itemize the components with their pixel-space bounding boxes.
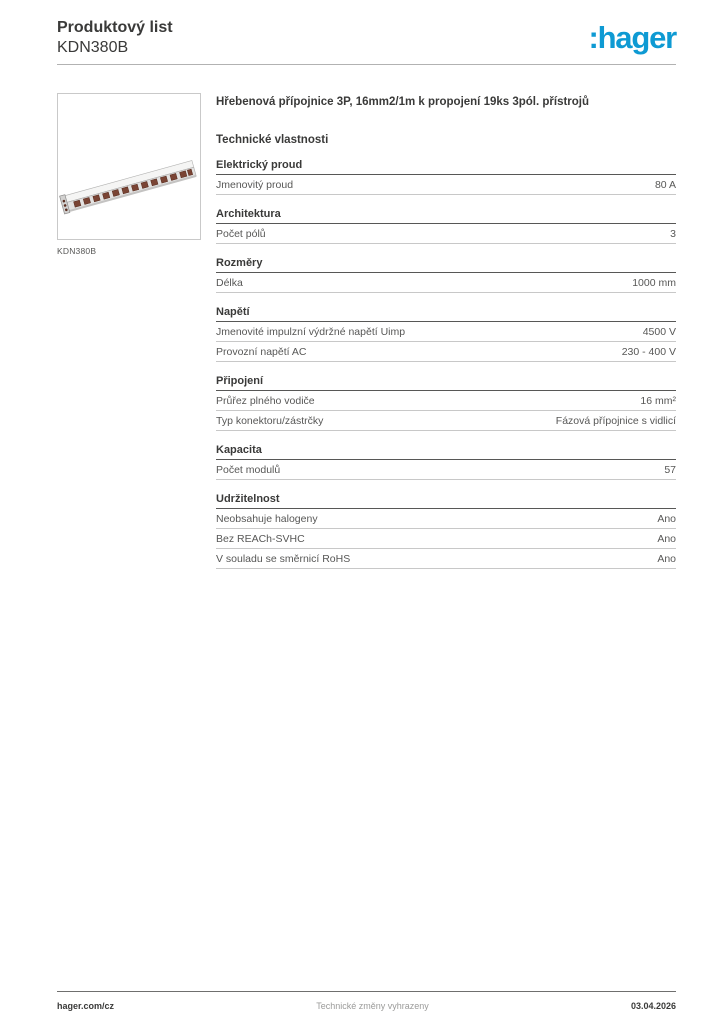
footer-website-link[interactable]: hager.com/cz <box>57 1001 115 1011</box>
product-image-caption: KDN380B <box>57 246 97 257</box>
spec-label: Počet modulů <box>216 463 281 476</box>
spec-row <box>216 273 676 293</box>
spec-section-title: Připojení <box>216 375 676 391</box>
spec-row <box>216 529 676 549</box>
spec-label: Průřez plného vodiče <box>216 394 315 407</box>
spec-row <box>216 322 676 342</box>
spec-section <box>216 493 676 569</box>
spec-row <box>216 175 676 195</box>
spec-row <box>216 224 676 244</box>
product-reference: KDN380B <box>57 38 129 56</box>
busbar-illustration-icon <box>58 94 201 240</box>
specs-column <box>216 93 676 569</box>
spec-value: 80 A <box>654 178 676 191</box>
spec-value: Fázová přípojnice s vidlicí <box>555 414 676 427</box>
spec-section-title: Udržitelnost <box>216 493 676 509</box>
spec-row <box>216 342 676 362</box>
spec-label: Jmenovitý proud <box>216 178 294 191</box>
spec-section <box>216 159 676 195</box>
spec-value: 4500 V <box>642 325 676 338</box>
spec-value: 16 mm² <box>640 394 676 407</box>
spec-section <box>216 257 676 293</box>
spec-section-title: Architektura <box>216 208 676 224</box>
spec-section <box>216 306 676 362</box>
spec-row <box>216 411 676 431</box>
spec-row <box>216 509 676 529</box>
product-title: Hřebenová přípojnice 3P, 16mm2/1m k propojení 19ks 3pól. přístrojů <box>216 96 590 109</box>
spec-row <box>216 549 676 569</box>
spec-label: Jmenovité impulzní výdržné napětí Uimp <box>216 325 406 338</box>
spec-section-title: Rozměry <box>216 257 676 273</box>
spec-section <box>216 444 676 480</box>
spec-value: 230 - 400 V <box>621 345 676 358</box>
page-footer <box>57 991 676 1011</box>
spec-label: Délka <box>216 276 243 289</box>
spec-sections <box>216 159 676 569</box>
spec-value: 1000 mm <box>632 276 676 289</box>
spec-row <box>216 391 676 411</box>
spec-value: Ano <box>657 512 676 525</box>
spec-label: Neobsahuje halogeny <box>216 512 318 525</box>
spec-value: 57 <box>664 463 676 476</box>
product-image-column <box>57 93 201 569</box>
spec-label: Počet pólů <box>216 227 266 240</box>
main-content <box>57 93 676 569</box>
spec-label: V souladu se směrnicí RoHS <box>216 552 351 565</box>
spec-value: Ano <box>657 552 676 565</box>
spec-value: Ano <box>657 532 676 545</box>
footer-date: 03.04.2026 <box>630 1001 676 1011</box>
hager-logo: :hager <box>588 20 676 55</box>
document-title: Produktový list <box>57 19 173 36</box>
header-divider <box>57 64 676 65</box>
spec-label: Bez REACh-SVHC <box>216 532 305 545</box>
spec-label: Provozní napětí AC <box>216 345 307 358</box>
spec-value: 3 <box>670 227 676 240</box>
spec-label: Typ konektoru/zástrčky <box>216 414 324 427</box>
page-header <box>57 18 676 57</box>
header-titles <box>57 18 173 57</box>
footer-notice: Technické změny vyhrazeny <box>316 1001 429 1011</box>
spec-section <box>216 208 676 244</box>
spec-row <box>216 460 676 480</box>
spec-section-title: Elektrický proud <box>216 159 676 175</box>
spec-section-title: Napětí <box>216 306 676 322</box>
specs-heading: Technické vlastnosti <box>216 133 329 146</box>
product-image <box>57 93 201 240</box>
spec-section <box>216 375 676 431</box>
spec-section-title: Kapacita <box>216 444 676 460</box>
